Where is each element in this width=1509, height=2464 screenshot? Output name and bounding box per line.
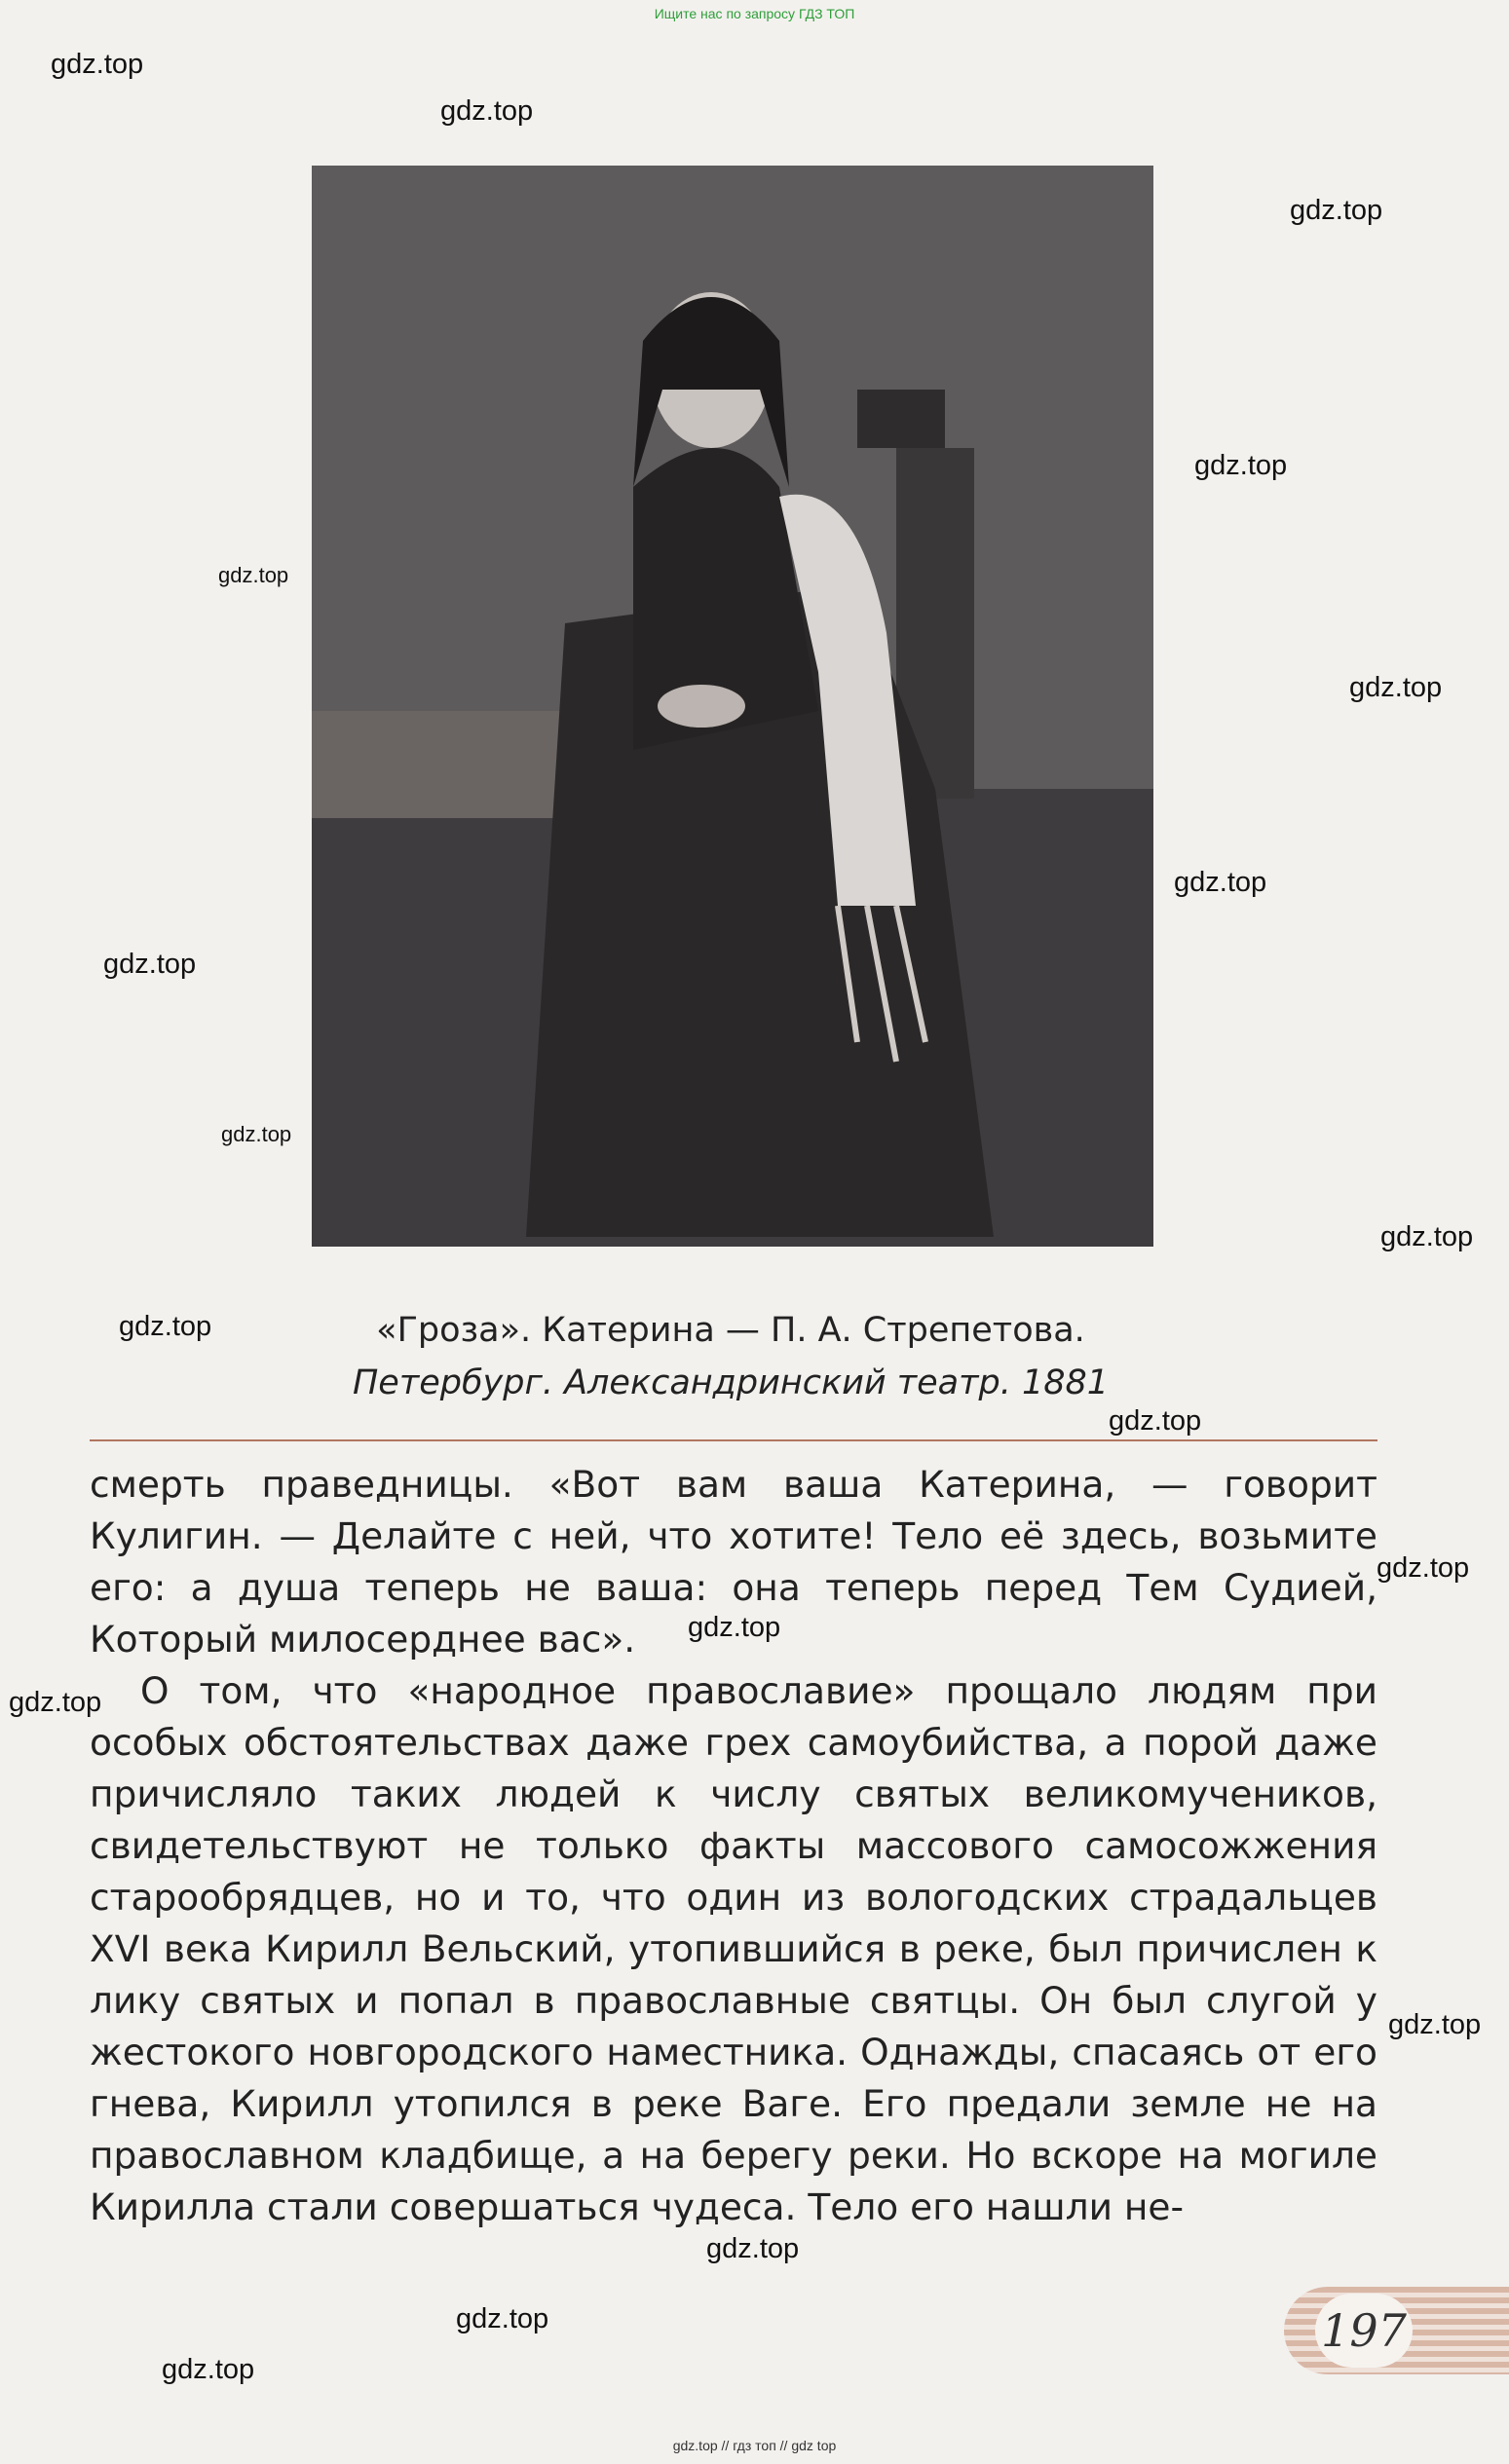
watermark: gdz.top: [1194, 450, 1288, 481]
watermark: gdz.top: [103, 949, 197, 980]
watermark: gdz.top: [1349, 672, 1443, 703]
bottom-note: gdz.top // гдз топ // gdz top: [672, 2438, 837, 2453]
watermark: gdz.top: [440, 95, 534, 127]
watermark: gdz.top: [9, 1687, 102, 1718]
watermark: gdz.top: [688, 1612, 781, 1643]
watermark: gdz.top: [1377, 1552, 1470, 1584]
caption-divider: [90, 1439, 1377, 1441]
photo-illustration: [312, 166, 1153, 1247]
watermark: gdz.top: [1290, 195, 1383, 226]
watermark: gdz.top: [1174, 867, 1267, 898]
watermark: gdz.top: [1380, 1221, 1474, 1252]
watermark: gdz.top: [162, 2354, 255, 2385]
body-text: [90, 1459, 1377, 2233]
watermark: gdz.top: [1388, 2009, 1482, 2040]
watermark: gdz.top: [706, 2233, 800, 2264]
watermark: gdz.top: [51, 49, 144, 80]
watermark: gdz.top: [456, 2303, 549, 2334]
watermark: gdz.top: [119, 1311, 212, 1342]
photo-strepetova: [312, 166, 1153, 1247]
watermark: gdz.top: [218, 563, 289, 587]
top-search-note: Ищите нас по запросу ГДЗ ТОП: [654, 6, 855, 21]
watermark: gdz.top: [1109, 1405, 1202, 1437]
photo-caption-line2: Петербург. Александринский театр. 1881: [352, 1363, 1110, 1402]
paragraph-2: О том, что «народное православие» прощало людям при особых обстоятельствах даже грех самоубийства, а порой даже причисляло таких людей к числу святых великомучеников, свидетельствуют не только факты массового самосожжения старообрядцев, но и то, что один из вологодских страдальцев XVI века Кирилл Вельский, утопившийся в реке, был причислен к лику святых и попал в православные святцы. Он был слугой у жестокого новгородского наместника. Однажды, спасаясь от его гнева, Кирилл утопился в реке Ваге. Его предали земле не на православном кладбище, а на берегу реки. Но вскоре на могиле Кирилла стали совершаться чудеса. Тело его нашли не-: [90, 1669, 1377, 2228]
paragraph-1: смерть праведницы. «Вот вам ваша Катерина, — говорит Кулигин. — Делайте с ней, что хотите! Тело её здесь, возьмите его: а душа теперь не ваша: она теперь перед Тем Судией, Который милосерднее вас».: [90, 1463, 1377, 1661]
watermark: gdz.top: [221, 1122, 292, 1146]
page-number: 197: [1315, 2294, 1413, 2368]
photo-caption-line1: «Гроза». Катерина — П. А. Стрепетова.: [376, 1311, 1085, 1350]
